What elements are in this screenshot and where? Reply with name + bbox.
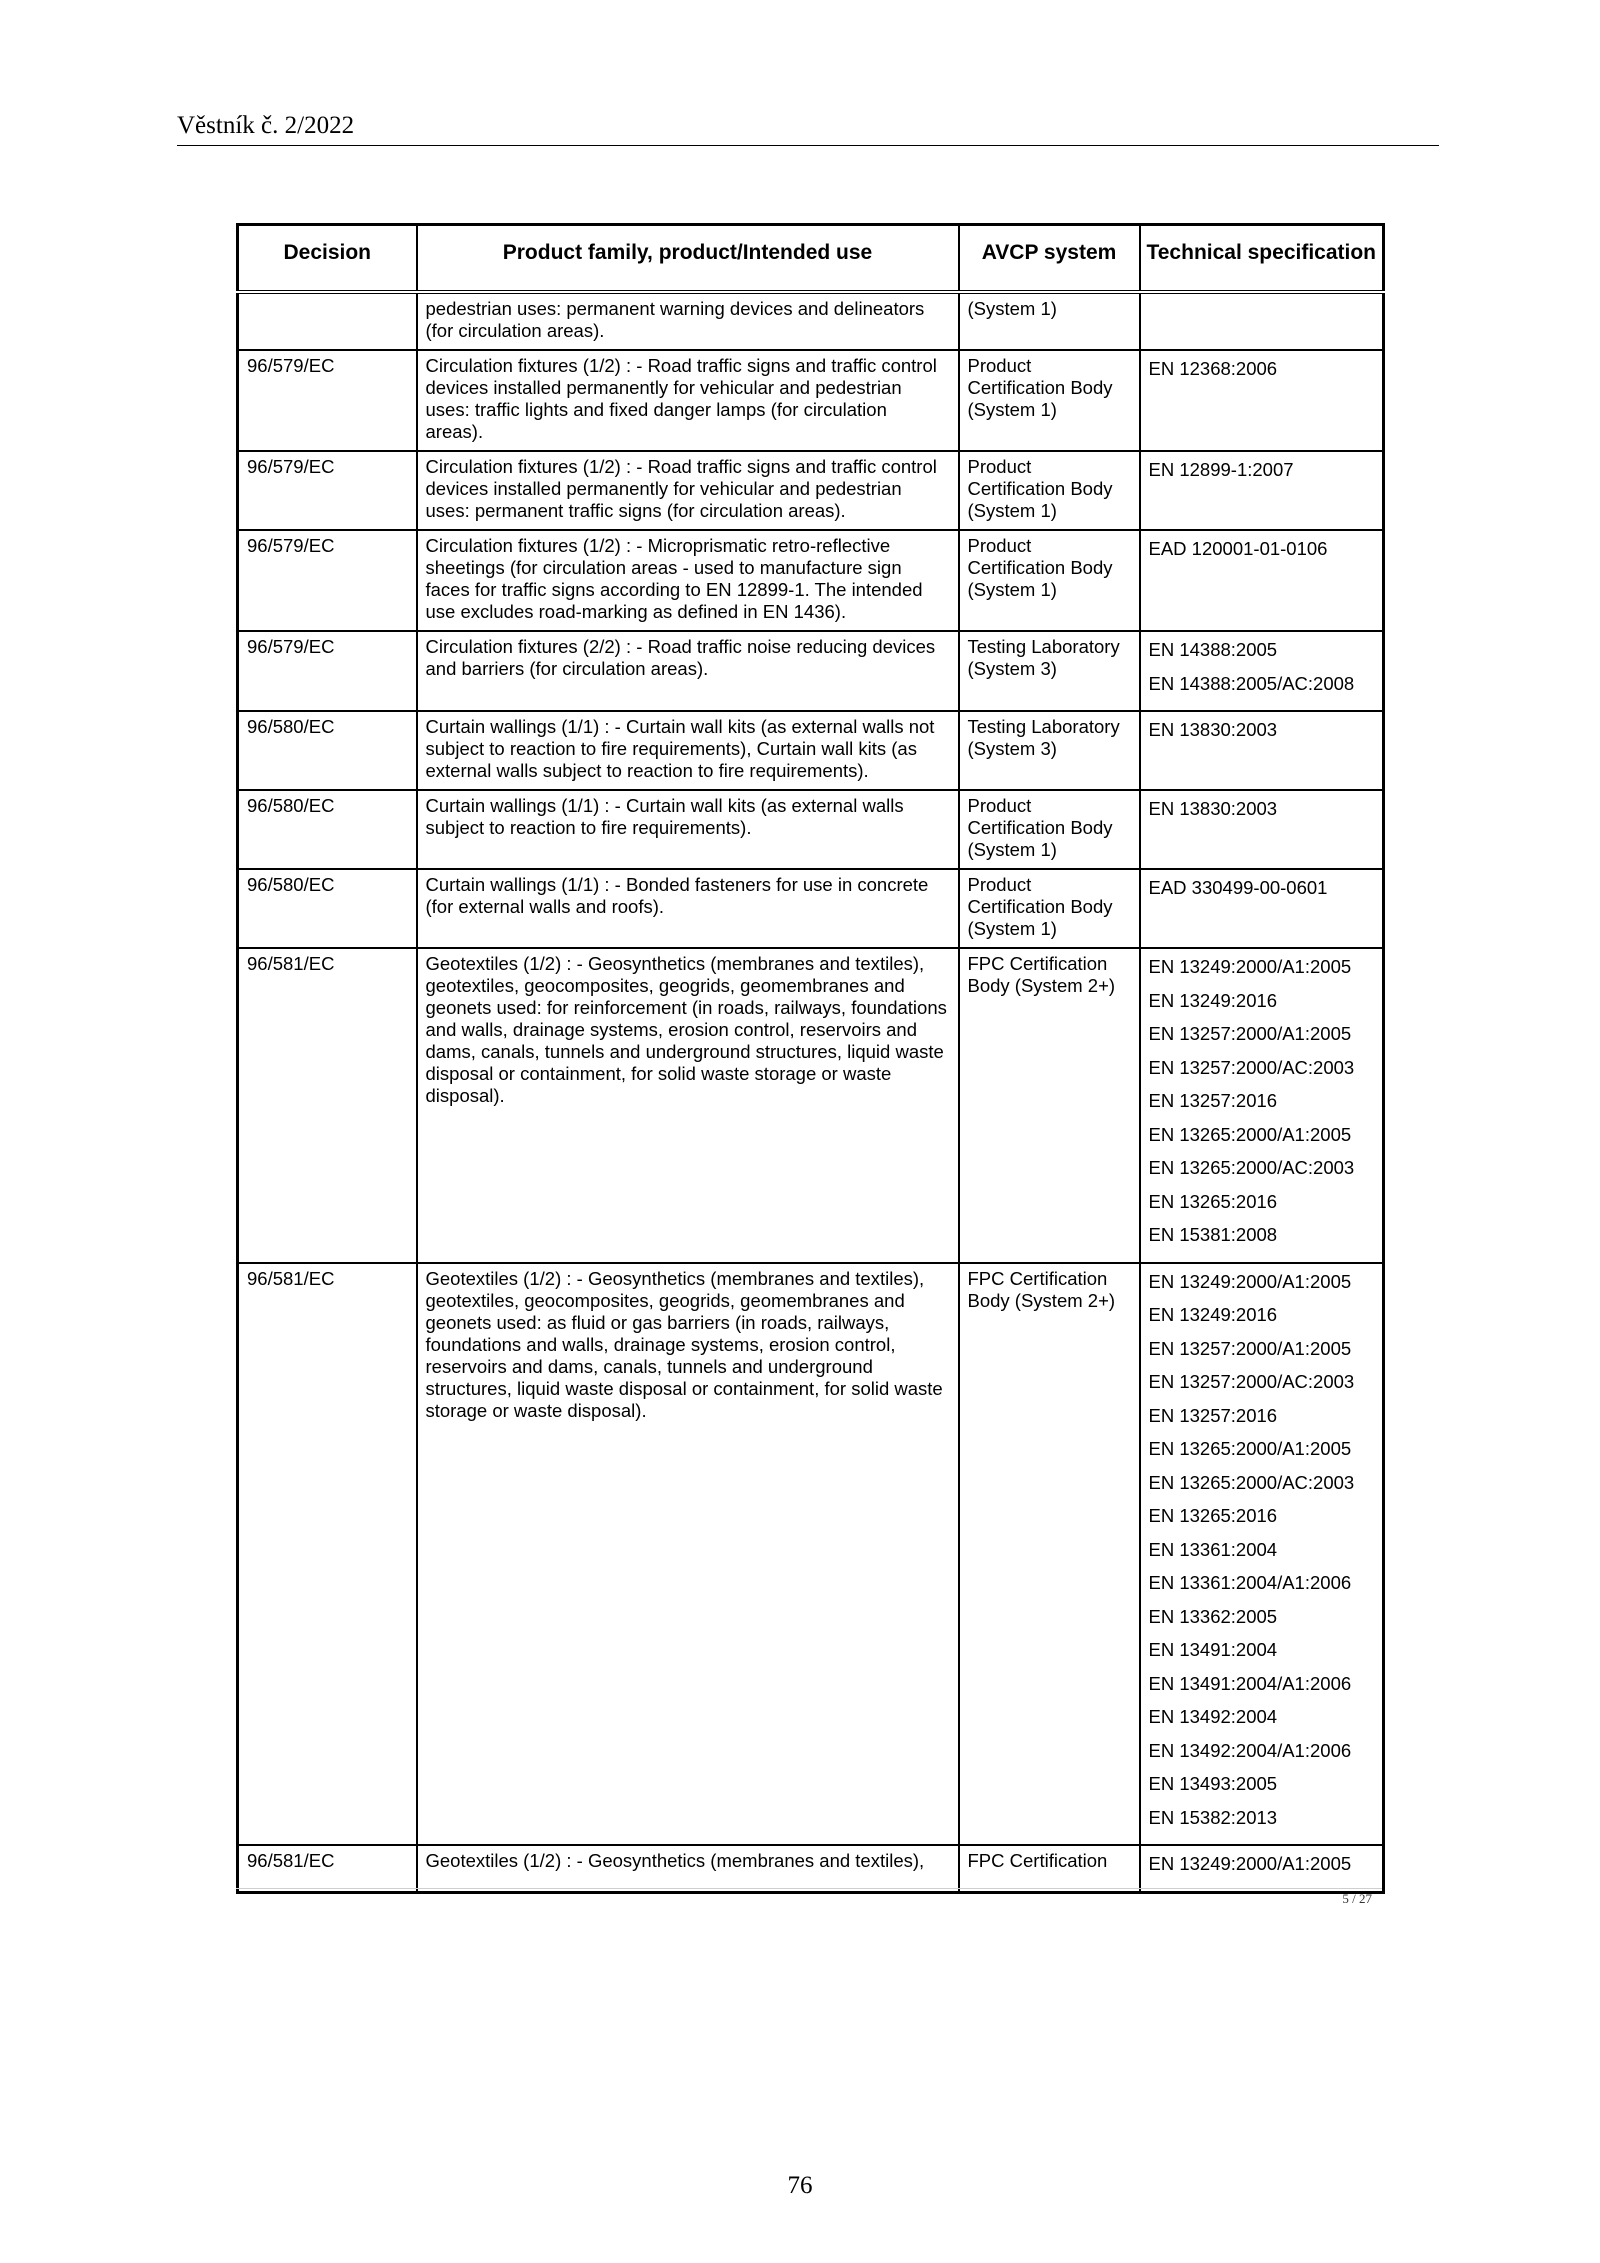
decision-cell: 96/579/EC bbox=[238, 350, 417, 451]
specification-item: EN 13249:2016 bbox=[1148, 989, 1278, 1011]
column-header-avcp: AVCP system bbox=[959, 225, 1140, 293]
avcp-cell: Product Certification Body (System 1) bbox=[959, 451, 1140, 530]
product-cell: Circulation fixtures (1/2) : - Road traffic signs and traffic control devices installed permanently for vehicular and pedestrian uses: traffic lights and fixed danger lamps (for circulation areas). bbox=[417, 350, 959, 451]
product-cell: Circulation fixtures (1/2) : - Microprismatic retro-reflective sheetings (for circulation areas - used to manufacture sign faces for traffic signs according to EN 12899-1. The intended use excludes road-marking as defined in EN 1436). bbox=[417, 530, 959, 631]
avcp-cell: Product Certification Body (System 1) bbox=[959, 790, 1140, 869]
table-row bbox=[238, 790, 1384, 869]
specification-item: EN 13265:2016 bbox=[1148, 1505, 1278, 1526]
specification-item: EN 13265:2000/A1:2005 bbox=[1148, 1123, 1352, 1145]
technical-specification-cell bbox=[1140, 1263, 1384, 1846]
technical-specification-cell bbox=[1140, 451, 1384, 530]
journal-title: Věstník č. 2/2022 bbox=[177, 112, 355, 139]
product-cell: Circulation fixtures (1/2) : - Road traffic signs and traffic control devices installed permanently for vehicular and pedestrian uses: permanent traffic signs (for circulation areas). bbox=[417, 451, 959, 530]
table-header-row bbox=[238, 225, 1384, 293]
table-row bbox=[238, 631, 1384, 711]
product-cell: Geotextiles (1/2) : - Geosynthetics (membranes and textiles), geotextiles, geocomposites, geogrids, geomembranes and geonets used: for reinforcement (in roads, railways, foundations and walls, drainage systems, erosion control, reservoirs and dams, canals, tunnels and underground structures, liquid waste disposal or containment, for solid waste storage or waste disposal). bbox=[417, 948, 959, 1263]
product-cell: Curtain wallings (1/1) : - Curtain wall kits (as external walls subject to reaction to fire requirements). bbox=[417, 790, 959, 869]
avcp-cell: Product Certification Body (System 1) bbox=[959, 530, 1140, 631]
decision-cell bbox=[238, 292, 417, 350]
specification-item: EN 13257:2000/A1:2005 bbox=[1148, 1337, 1352, 1359]
specification-item: EN 15382:2013 bbox=[1148, 1806, 1278, 1828]
technical-specification-cell bbox=[1140, 1845, 1384, 1892]
specification-item: EN 13249:2000/A1:2005 bbox=[1148, 1270, 1352, 1292]
specification-item: EN 14388:2005 bbox=[1148, 639, 1278, 660]
technical-specification-cell bbox=[1140, 530, 1384, 631]
decision-cell: 96/579/EC bbox=[238, 451, 417, 530]
product-cell: Circulation fixtures (2/2) : - Road traffic noise reducing devices and barriers (for circulation areas). bbox=[417, 631, 959, 711]
specification-item: EN 13265:2000/AC:2003 bbox=[1148, 1471, 1355, 1493]
avcp-cell: FPC Certification bbox=[959, 1845, 1140, 1892]
decision-cell: 96/579/EC bbox=[238, 530, 417, 631]
product-cell: Geotextiles (1/2) : - Geosynthetics (membranes and textiles), bbox=[417, 1845, 959, 1892]
specification-item: EN 14388:2005/AC:2008 bbox=[1148, 672, 1355, 694]
page-number: 76 bbox=[787, 2172, 813, 2199]
avcp-cell: Product Certification Body (System 1) bbox=[959, 350, 1140, 451]
column-header-product: Product family, product/Intended use bbox=[417, 225, 959, 293]
specification-item: EN 13492:2004 bbox=[1148, 1706, 1278, 1727]
specification-item: EN 13361:2004/A1:2006 bbox=[1148, 1572, 1352, 1593]
specification-item: EN 13265:2000/A1:2005 bbox=[1148, 1438, 1352, 1459]
specification-item: EN 15381:2008 bbox=[1148, 1224, 1278, 1245]
table-row bbox=[238, 292, 1384, 350]
avcp-cell: FPC Certification Body (System 2+) bbox=[959, 1263, 1140, 1846]
specification-item: EN 13257:2000/AC:2003 bbox=[1148, 1056, 1355, 1078]
specification-item: EN 13492:2004/A1:2006 bbox=[1148, 1739, 1352, 1761]
specification-table bbox=[236, 223, 1385, 1894]
specification-item: EN 12899-1:2007 bbox=[1148, 459, 1294, 480]
page-of-total: 5 / 27 bbox=[1342, 1891, 1372, 1906]
decision-cell: 96/580/EC bbox=[238, 869, 417, 948]
column-header-technical-specification: Technical specification bbox=[1140, 225, 1384, 293]
technical-specification-cell bbox=[1140, 292, 1384, 350]
product-cell: pedestrian uses: permanent warning devices and delineators (for circulation areas). bbox=[417, 292, 959, 350]
avcp-cell: Testing Laboratory (System 3) bbox=[959, 631, 1140, 711]
table-row bbox=[238, 711, 1384, 790]
technical-specification-cell bbox=[1140, 711, 1384, 790]
specification-item: EN 13830:2003 bbox=[1148, 719, 1278, 740]
decision-cell: 96/579/EC bbox=[238, 631, 417, 711]
decision-cell: 96/581/EC bbox=[238, 1845, 417, 1892]
technical-specification-cell bbox=[1140, 790, 1384, 869]
decision-cell: 96/581/EC bbox=[238, 948, 417, 1263]
product-cell: Geotextiles (1/2) : - Geosynthetics (membranes and textiles), geotextiles, geocomposites, geogrids, geomembranes and geonets used: as fluid or gas barriers (in roads, railways, foundations and walls, drainage systems, erosion control, reservoirs and dams, canals, tunnels and underground structures, liquid waste disposal or containment, for solid waste storage or waste disposal). bbox=[417, 1263, 959, 1846]
avcp-cell: FPC Certification Body (System 2+) bbox=[959, 948, 1140, 1263]
specification-item: EN 13257:2000/AC:2003 bbox=[1148, 1371, 1355, 1392]
decision-cell: 96/580/EC bbox=[238, 711, 417, 790]
header-divider bbox=[177, 145, 1439, 146]
specification-item: EN 13265:2016 bbox=[1148, 1190, 1278, 1212]
specification-item: EN 13257:2000/A1:2005 bbox=[1148, 1023, 1352, 1044]
specification-item: EN 13265:2000/AC:2003 bbox=[1148, 1157, 1355, 1178]
table-row bbox=[238, 530, 1384, 631]
table-row bbox=[238, 350, 1384, 451]
avcp-cell: Product Certification Body (System 1) bbox=[959, 869, 1140, 948]
specification-item: EN 13249:2000/A1:2005 bbox=[1148, 956, 1352, 977]
specification-item: EN 13362:2005 bbox=[1148, 1605, 1278, 1627]
table-body bbox=[238, 292, 1384, 1892]
technical-specification-cell bbox=[1140, 948, 1384, 1263]
specification-item: EN 12368:2006 bbox=[1148, 358, 1278, 379]
product-cell: Curtain wallings (1/1) : - Bonded fasteners for use in concrete (for external walls and roofs). bbox=[417, 869, 959, 948]
specification-item: EN 13361:2004 bbox=[1148, 1538, 1278, 1560]
specification-item: EN 13491:2004/A1:2006 bbox=[1148, 1672, 1352, 1694]
specification-item: EN 13257:2016 bbox=[1148, 1404, 1278, 1426]
table-row bbox=[238, 451, 1384, 530]
avcp-cell: Testing Laboratory (System 3) bbox=[959, 711, 1140, 790]
specification-item: EN 13257:2016 bbox=[1148, 1090, 1278, 1111]
specification-item: EN 13249:2016 bbox=[1148, 1304, 1278, 1325]
table-row bbox=[238, 948, 1384, 1263]
decision-cell: 96/581/EC bbox=[238, 1263, 417, 1846]
specification-item: EN 13830:2003 bbox=[1148, 798, 1278, 819]
specification-item: EAD 330499-00-0601 bbox=[1148, 877, 1328, 898]
technical-specification-cell bbox=[1140, 869, 1384, 948]
decision-cell: 96/580/EC bbox=[238, 790, 417, 869]
technical-specification-cell bbox=[1140, 631, 1384, 711]
technical-specification-cell bbox=[1140, 350, 1384, 451]
column-header-decision: Decision bbox=[238, 225, 417, 293]
footer-divider bbox=[236, 1888, 1382, 1889]
table-row bbox=[238, 1263, 1384, 1846]
table-row bbox=[238, 869, 1384, 948]
specification-item: EAD 120001-01-0106 bbox=[1148, 538, 1328, 559]
specification-item: EN 13491:2004 bbox=[1148, 1639, 1278, 1660]
avcp-cell: (System 1) bbox=[959, 292, 1140, 350]
table-row bbox=[238, 1845, 1384, 1892]
product-cell: Curtain wallings (1/1) : - Curtain wall kits (as external walls not subject to reaction to fire requirements), Curtain wall kits (as external walls subject to reaction to fire requirements). bbox=[417, 711, 959, 790]
specification-item: EN 13249:2000/A1:2005 bbox=[1148, 1853, 1352, 1874]
specification-item: EN 13493:2005 bbox=[1148, 1773, 1278, 1794]
